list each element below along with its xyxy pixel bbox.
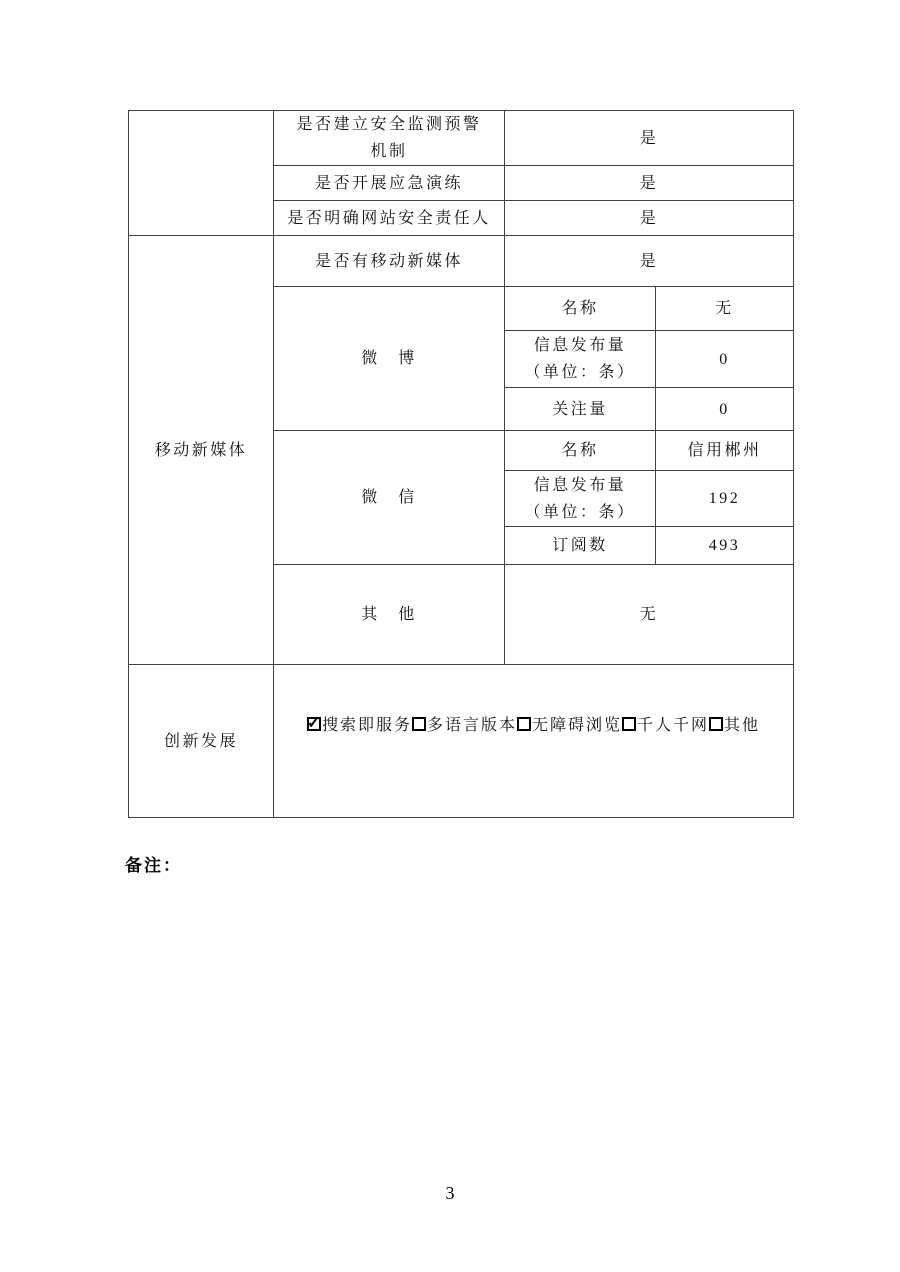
row-label-wechat-posts <box>505 471 656 527</box>
section-label-innovation: 创新发展 <box>129 665 274 818</box>
row-value-weibo-followers: 0 <box>656 388 794 431</box>
innovation-options <box>274 712 793 739</box>
row-label-has-mobile-media: 是否有移动新媒体 <box>274 236 505 287</box>
checkbox-unchecked-icon[interactable] <box>517 717 531 731</box>
option-label: 其他 <box>724 716 761 734</box>
notes-label: 备注： <box>125 856 182 875</box>
row-value-has-mobile-media: 是 <box>505 236 794 287</box>
checkbox-checked-icon[interactable] <box>307 717 321 731</box>
table-row <box>129 111 794 166</box>
innovation-options-cell <box>274 665 794 818</box>
empty-section-cell <box>129 111 274 236</box>
row-label-security-responsible: 是否明确网站安全责任人 <box>274 201 505 236</box>
row-label-weibo-posts <box>505 331 656 388</box>
option-personalized <box>622 717 709 734</box>
option-label: 搜索即服务 <box>321 716 412 734</box>
option-label: 多语言版本 <box>426 716 517 734</box>
option-accessibility <box>517 717 622 734</box>
table-row <box>129 665 794 818</box>
label-line: 机制 <box>370 143 408 160</box>
group-label-weibo: 微 博 <box>274 287 505 431</box>
row-label-weibo-name: 名称 <box>505 287 656 331</box>
checkbox-unchecked-icon[interactable] <box>622 717 636 731</box>
option-other <box>709 717 760 734</box>
table-row <box>129 236 794 287</box>
group-label-wechat: 微 信 <box>274 431 505 565</box>
row-value-emergency-drill: 是 <box>505 166 794 201</box>
section-label-mobile-media: 移动新媒体 <box>129 236 274 665</box>
annual-report-table <box>128 110 794 818</box>
label-line: （单位：条） <box>524 364 636 381</box>
row-label-wechat-subscribers: 订阅数 <box>505 527 656 565</box>
option-label: 无障碍浏览 <box>532 716 623 734</box>
label-line: 是否建立安全监测预警 <box>296 116 482 133</box>
row-label-emergency-drill: 是否开展应急演练 <box>274 166 505 201</box>
row-value-weibo-posts: 0 <box>656 331 794 388</box>
label-line: 信息发布量 <box>533 476 627 494</box>
row-value-wechat-name: 信用郴州 <box>656 431 794 471</box>
label-line: 信息发布量 <box>533 337 627 354</box>
row-label-wechat-name: 名称 <box>505 431 656 471</box>
checkbox-unchecked-icon[interactable] <box>412 717 426 731</box>
row-value-security-responsible: 是 <box>505 201 794 236</box>
page-number: 3 <box>445 1183 455 1203</box>
label-line: （单位：条） <box>524 503 636 521</box>
option-label: 千人千网 <box>637 716 710 734</box>
row-value-weibo-name: 无 <box>656 287 794 331</box>
option-search-service <box>307 717 412 734</box>
row-value-security-monitoring: 是 <box>505 111 794 166</box>
row-value-other-media: 无 <box>505 565 794 665</box>
row-label-weibo-followers: 关注量 <box>505 388 656 431</box>
row-label-security-monitoring <box>274 111 505 166</box>
row-value-wechat-subscribers: 493 <box>656 527 794 565</box>
checkbox-unchecked-icon[interactable] <box>709 717 723 731</box>
option-multilanguage <box>412 717 517 734</box>
row-value-wechat-posts: 192 <box>656 471 794 527</box>
group-label-other-media: 其 他 <box>274 565 505 665</box>
